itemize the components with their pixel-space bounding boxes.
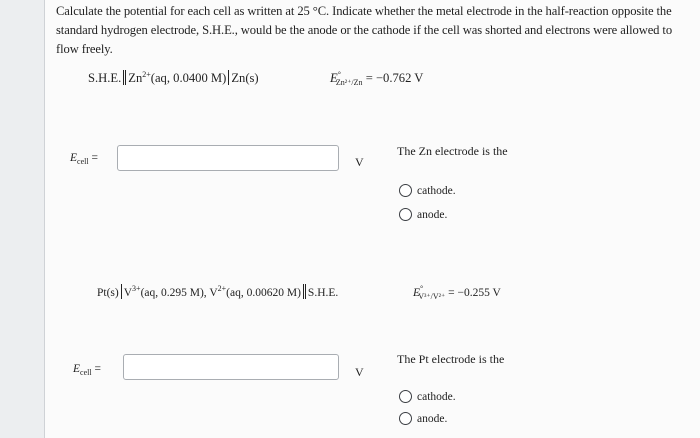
v2-concentration: (aq, 0.00620 M) bbox=[226, 287, 301, 299]
salt-bridge bbox=[303, 284, 306, 299]
cell2-unit-label: V bbox=[355, 365, 364, 379]
v2-ion: V bbox=[209, 287, 218, 299]
e-symbol: E bbox=[413, 287, 421, 299]
zn-ion-charge: 2+ bbox=[142, 70, 151, 79]
e-standard-mark: ° bbox=[420, 284, 424, 293]
radio-button[interactable] bbox=[399, 184, 412, 197]
e-subscript: V³⁺/V²⁺ bbox=[418, 292, 446, 301]
she-label: S.H.E. bbox=[88, 71, 122, 85]
cell2-ecell-label: $E_{cell}$ = bbox=[73, 363, 101, 377]
cell1-notation bbox=[88, 70, 259, 86]
she-label: S.H.E. bbox=[307, 287, 339, 299]
zn-concentration: (aq, 0.0400 M) bbox=[150, 71, 227, 85]
cell1-electrode-question: The Zn electrode is the bbox=[397, 144, 508, 158]
radio-button[interactable] bbox=[399, 208, 412, 221]
e-symbol: E bbox=[330, 71, 338, 85]
option-label: anode. bbox=[417, 208, 448, 221]
cell2-standard-potential bbox=[413, 284, 501, 301]
salt-bridge bbox=[123, 70, 126, 85]
v3-ion: V bbox=[123, 287, 133, 299]
phase-boundary bbox=[228, 70, 229, 85]
e-value: = −0.762 V bbox=[365, 71, 424, 85]
v3-concentration: (aq, 0.295 M), bbox=[140, 287, 210, 299]
e-value: = −0.255 V bbox=[448, 287, 501, 299]
v3-charge: 3+ bbox=[132, 284, 141, 293]
cell2-notation bbox=[97, 284, 338, 299]
cell2-ecell-input[interactable] bbox=[123, 354, 339, 380]
option-label: anode. bbox=[417, 412, 448, 425]
cell2-electrode-question: The Pt electrode is the bbox=[397, 352, 505, 366]
option-label: cathode. bbox=[417, 390, 456, 403]
cell2-option-anode[interactable] bbox=[399, 412, 447, 425]
cell2-option-cathode[interactable] bbox=[399, 390, 456, 403]
e-standard-mark: ° bbox=[337, 70, 341, 79]
option-label: cathode. bbox=[417, 184, 456, 197]
cell1-standard-potential bbox=[330, 70, 423, 87]
v2-charge: 2+ bbox=[217, 284, 227, 293]
radio-button[interactable] bbox=[399, 390, 412, 403]
cell1-ecell-label: $E_{cell}$ = bbox=[70, 152, 98, 166]
cell1-option-anode[interactable] bbox=[399, 208, 447, 221]
cell1-unit-label: V bbox=[355, 155, 364, 169]
zn-metal: Zn(s) bbox=[231, 71, 259, 85]
question-prompt: Calculate the potential for each cell as written at 25 °C. Indicate whether the metal electrode in the half-reaction opposite the standard hydrogen electrode, S.H.E., would be the anode or the cathode if the cell was shorted and electrons were allowed to flow freely. bbox=[56, 4, 673, 56]
cell1-option-cathode[interactable] bbox=[399, 184, 456, 197]
e-subscript: Zn²⁺/Zn bbox=[335, 78, 363, 87]
pt-metal: Pt(s) bbox=[97, 287, 119, 299]
phase-boundary bbox=[121, 284, 122, 299]
cell1-ecell-input[interactable] bbox=[117, 145, 339, 171]
radio-button[interactable] bbox=[399, 412, 412, 425]
zn-ion: Zn bbox=[128, 71, 143, 85]
